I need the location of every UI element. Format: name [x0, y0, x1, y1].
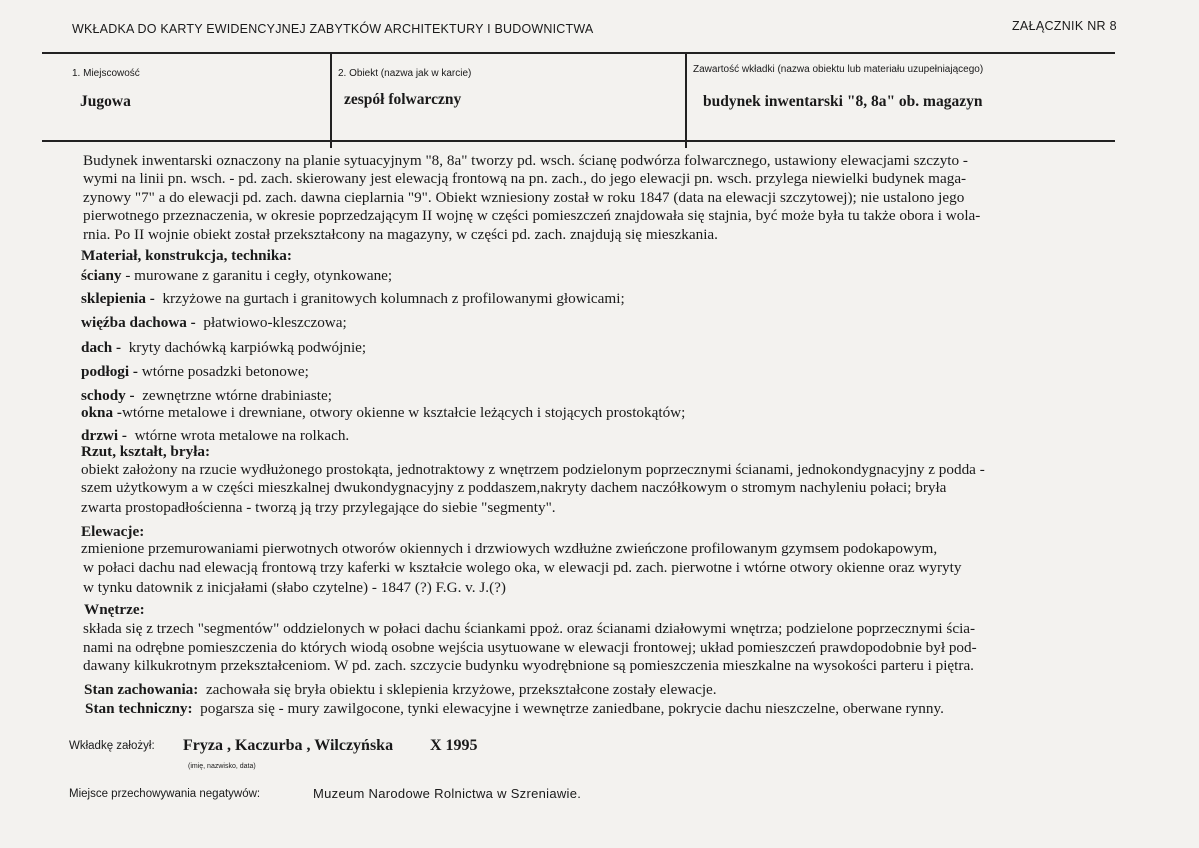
preservation-label: Stan zachowania: [84, 681, 199, 698]
material-text: murowane z garanitu i cegły, otynkowane; [134, 267, 393, 284]
material-sep [121, 339, 129, 356]
author-hint: (imię, nazwisko, data) [188, 763, 256, 770]
elevations-line: zmienione przemurowaniami pierwotnych otworów okiennych i drzwiowych wzdłużne zwieńczone profilowanym gzymsem podokapowym, [81, 540, 938, 557]
object-value: zespół folwarczny [344, 91, 462, 108]
material-term: ściany [81, 267, 122, 284]
material-item [81, 290, 625, 307]
material-term: dach - [81, 339, 122, 356]
material-text: wtórne posadzki betonowe; [141, 363, 309, 380]
plan-heading: Rzut, kształt, bryła: [81, 443, 211, 460]
storage-label: Miejsce przechowywania negatywów: [69, 788, 261, 800]
author-label: Wkładkę założył: [69, 740, 155, 752]
material-item [81, 363, 309, 380]
material-text: wtórne wrota metalowe na rolkach. [134, 427, 350, 444]
place-value: Jugowa [80, 93, 131, 110]
fields-bottom-rule [42, 140, 1115, 142]
technical-text: pogarsza się - mury zawilgocone, tynki elewacyjne i wewnętrze zaniedbane, pokrycie dachu nieszczelne, oberwane rynny. [200, 700, 944, 717]
material-text: zewnętrzne wtórne drabiniaste; [142, 387, 332, 404]
material-item [81, 267, 392, 284]
material-text: płatwiowo-kleszczowa; [203, 314, 347, 331]
content-label: Zawartość wkładki (nazwa obiektu lub materiału uzupełniającego) [693, 64, 984, 75]
description-line: zynowy "7" a do elewacji pd. zach. dawna cieplarnia "9". Obiekt wzniesiony został w roku 1847 (data na elewacji szczytowej); nie ustalono jego [83, 189, 965, 206]
description-line: rnia. Po II wojnie obiekt został przekształcony na magazyny, w części pd. zach. znajdują się mieszkania. [83, 226, 718, 243]
material-term: okna - [81, 404, 122, 421]
material-heading: Materiał, konstrukcja, technika: [81, 247, 292, 264]
elevations-line: w tynku datownik z inicjałami (słabo czytelne) - 1847 (?) F.G. v. J.(?) [83, 579, 506, 596]
material-item [81, 387, 332, 404]
material-item [81, 427, 349, 444]
interior-heading: Wnętrze: [84, 601, 145, 618]
field-divider-1 [330, 52, 332, 148]
material-item [81, 339, 366, 356]
plan-line: szem użytkowym a w części mieszkalnej dwukondygnacyjny z poddaszem,nakryty dachem naczółkowym o stromym nachyleniu połaci; bryła [81, 479, 947, 496]
technical-label: Stan techniczny: [85, 700, 193, 717]
interior-line: nami na odrębne pomieszczenia do których wiodą osobne wejścia usytuowane w elewacji frontowej; układ pomieszczeń prawdopodobnie był pod- [83, 639, 977, 656]
description-line: wymi na linii pn. wsch. - pd. zach. skierowany jest elewacją frontową na pn. zach., do jego elewacji pn. wsch. przylega niewielki budynek maga- [83, 170, 967, 187]
content-value: budynek inwentarski "8, 8a" ob. magazyn [703, 93, 983, 110]
field-divider-2 [685, 52, 687, 148]
material-term: drzwi - [81, 427, 127, 444]
material-text: wtórne metalowe i drewniane, otwory okienne w kształcie leżących i stojących prostokątów; [121, 404, 686, 421]
material-term: podłogi - [81, 363, 138, 380]
elevations-line: w połaci dachu nad elewacją frontową trzy kaferki w kształcie wolego oka, w elewacji pd. zach. pierwotne i wtórne otwory okienne oraz wyryty [83, 559, 962, 576]
preservation-state [84, 681, 717, 698]
document-title: WKŁADKA DO KARTY EWIDENCYJNEJ ZABYTKÓW ARCHITEKTURY I BUDOWNICTWA [72, 22, 594, 36]
material-text: krzyżowe na gurtach i granitowych kolumnach z profilowanymi głowicami; [162, 290, 625, 307]
preservation-text: zachowała się bryła obiektu i sklepienia krzyżowe, przekształcone zostały elewacje. [205, 681, 717, 698]
object-label: 2. Obiekt (nazwa jak w karcie) [338, 68, 472, 79]
description-line: Budynek inwentarski oznaczony na planie sytuacyjnym "8, 8a" tworzy pd. wsch. ścianę podwórza folwarcznego, ustawiony elewacjami szczyto - [83, 152, 968, 169]
interior-line: składa się z trzech "segmentów" oddzielonych w połaci dachu ściankami ppoż. oraz ścianami działowymi wnętrza; podzielone poprzecznymi ścia- [83, 620, 976, 637]
material-term: sklepienia - [81, 290, 155, 307]
plan-line: zwarta prostopadłościenna - tworzą ją trzy przylegające do siebie "segmenty". [81, 499, 556, 516]
top-rule [42, 52, 1115, 54]
interior-line: dawany kilkukrotnym przekształceniom. W pd. zach. szczycie budynku wyodrębnione są pomieszczenia mieszkalne na wysokości parteru i piętra. [83, 657, 974, 674]
attachment-number: ZAŁĄCZNIK NR 8 [1012, 19, 1117, 33]
material-term: schody - [81, 387, 135, 404]
material-sep [127, 427, 135, 444]
elevations-heading: Elewacje: [81, 523, 145, 540]
material-text: kryty dachówką karpiówką podwójnie; [128, 339, 367, 356]
description-line: pierwotnego przeznaczenia, w okresie poprzedzającym II wojnę w części pomieszczeń znajdowała się stajnia, być może była tu także obora i wola- [83, 207, 981, 224]
author-value: Fryza , Kaczurba , Wilczyńska [183, 737, 394, 754]
material-item [81, 404, 685, 421]
material-sep: - [121, 267, 135, 284]
material-item [81, 314, 347, 331]
plan-line: obiekt założony na rzucie wydłużonego prostokąta, jednotraktowy z wnętrzem podzielonym poprzecznymi ścianami, jednokondygnacyjny z podda - [81, 461, 985, 478]
technical-state [85, 700, 944, 717]
material-term: więźba dachowa - [81, 314, 196, 331]
storage-value: Muzeum Narodowe Rolnictwa w Szreniawie. [313, 786, 582, 801]
place-label: 1. Miejscowość [72, 68, 140, 79]
date-value: X 1995 [430, 737, 478, 754]
